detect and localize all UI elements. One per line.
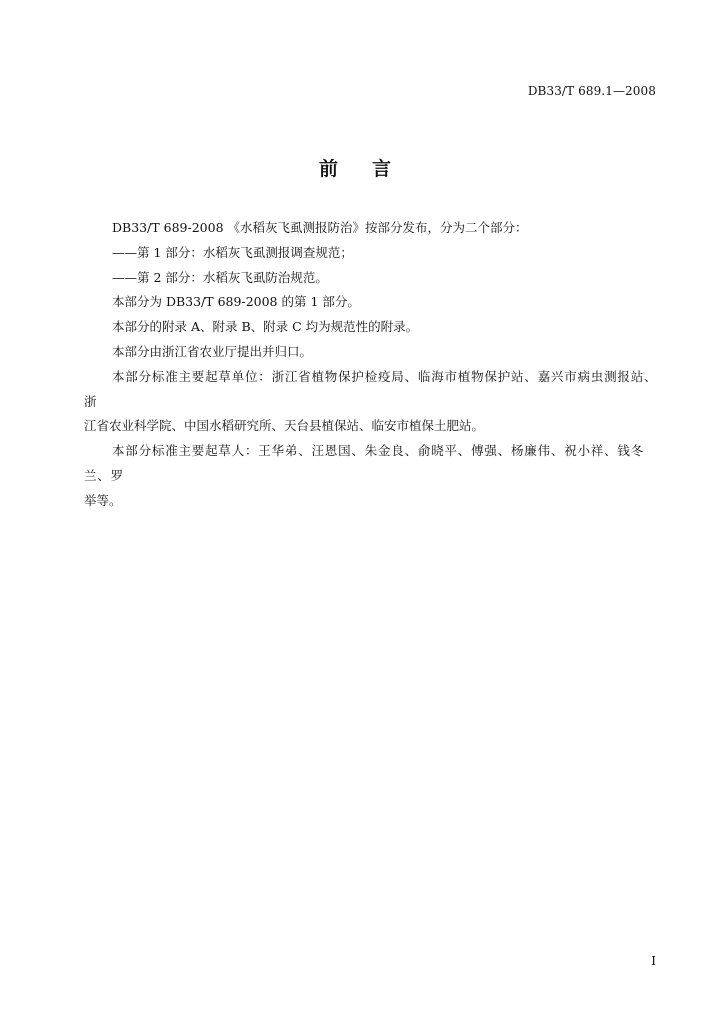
document-code: DB33/T 689.1—2008 [527, 84, 656, 98]
paragraph-series-description: DB33/T 689-2008 《水稻灰飞虱测报防治》按部分发布，分为二个部分： [112, 220, 528, 235]
list-item-part-2: ——第 2 部分：水稻灰飞虱防治规范。 [112, 269, 328, 285]
paragraph-part-statement: 本部分为 DB33/T 689-2008 的第 1 部分。 [112, 294, 360, 310]
paragraph-appendix-statement: 本部分的附录 A、附录 B、附录 C 均为规范性的附录。 [112, 319, 419, 335]
list-item-part-1: ——第 1 部分：水稻灰飞虱测报调查规范； [112, 244, 353, 260]
paragraph-drafting-units-line-2: 江省农业科学院、中国水稻研究所、天台县植保站、临安市植保土肥站。 [84, 418, 485, 434]
paragraph-drafting-units-line-1: 本部分标准主要起草单位：浙江省植物保护检疫局、临海市植物保护站、嘉兴市病虫测报站、浙 [84, 368, 658, 409]
paragraph-drafters-line-2: 举等。 [84, 492, 122, 508]
paragraph-proposer: 本部分由浙江省农业厅提出并归口。 [112, 343, 313, 359]
page-title: 前言 [318, 158, 425, 180]
foreword-body [84, 216, 660, 514]
paragraph-drafters-line-1: 本部分标准主要起草人：王华弟、汪恩国、朱金良、俞晓平、傅强、杨廉伟、祝小祥、钱冬兰、罗 [84, 443, 645, 483]
page-number: I [651, 954, 656, 968]
